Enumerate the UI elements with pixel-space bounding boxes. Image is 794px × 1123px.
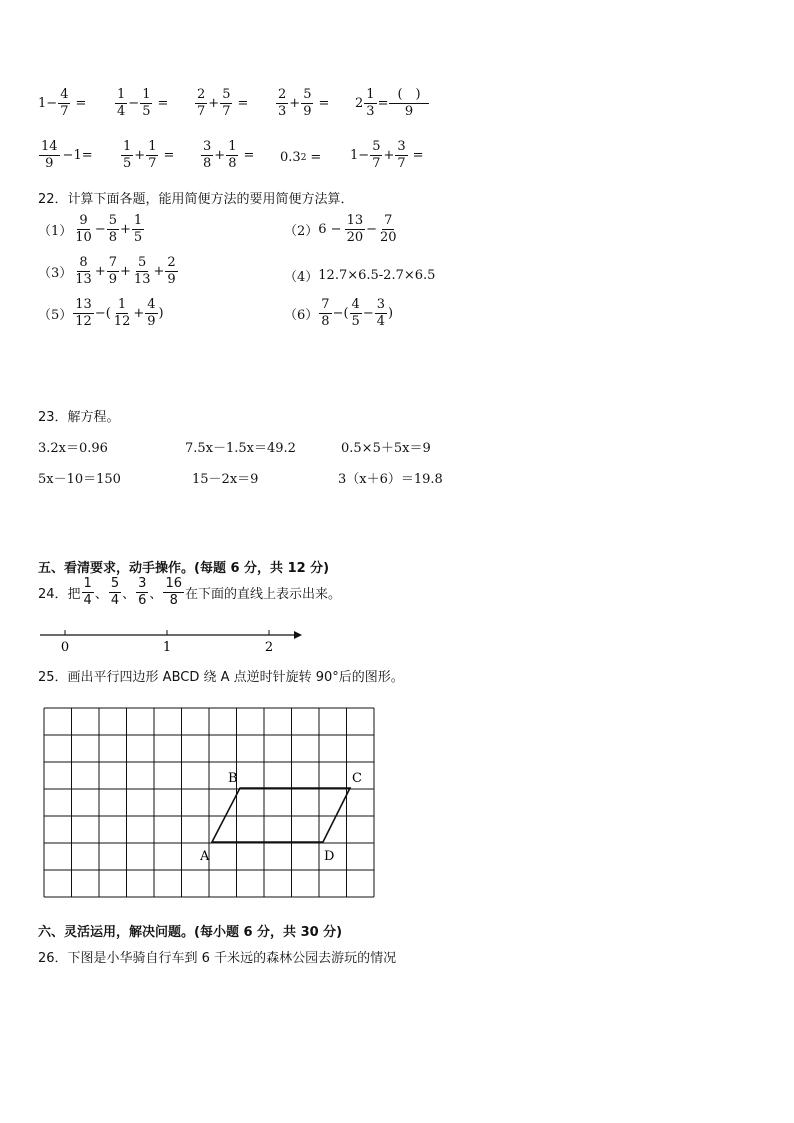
numerator: 13 <box>75 297 92 312</box>
denominator: 4 <box>110 592 120 608</box>
numerator: 7 <box>321 297 330 312</box>
denominator: 3 <box>366 103 375 119</box>
calc-row2-item1 <box>38 140 93 170</box>
calc-row2-item2 <box>120 140 174 170</box>
numerator: 14 <box>41 139 58 154</box>
fraction <box>319 298 331 328</box>
problem-label: （4） <box>284 270 319 285</box>
operator: − <box>358 147 370 163</box>
denominator: 12 <box>75 313 92 329</box>
fraction <box>375 298 387 328</box>
tick-label-2: 2 <box>264 640 274 654</box>
calc-row2-item3 <box>200 140 254 170</box>
separator: 、 <box>122 586 136 602</box>
numerator: 1 <box>123 139 132 154</box>
q22-problem-2 <box>284 214 400 244</box>
equals-sign: = <box>318 95 330 111</box>
arrow-icon <box>294 631 302 639</box>
q22-problem-4 <box>284 266 435 285</box>
numerator: 9 <box>79 213 88 228</box>
fraction <box>58 88 70 118</box>
numerator: 1 <box>228 139 237 154</box>
fraction <box>73 214 94 244</box>
equation-4: 5x－10＝150 <box>38 472 121 487</box>
fraction <box>39 140 60 170</box>
operator: + <box>214 147 226 163</box>
fraction <box>276 88 288 118</box>
equals-sign: = <box>310 150 322 165</box>
numerator: 2 <box>167 255 176 270</box>
denominator: 7 <box>397 155 406 171</box>
calc-row1-item1 <box>38 88 86 118</box>
denominator: 3 <box>278 103 287 119</box>
question-26-title: 26．下图是小华骑自行车到 6 千米远的森林公园去游玩的情况 <box>38 951 397 966</box>
vertex-label-b: B <box>228 771 238 786</box>
operator: + <box>153 263 165 279</box>
fraction <box>145 298 157 328</box>
operator: − <box>362 305 374 321</box>
numerator: 2 <box>197 87 206 102</box>
numerator: 3 <box>203 139 212 154</box>
equals-sign: = <box>157 95 169 111</box>
numerator: 7 <box>108 255 118 270</box>
denominator: 7 <box>197 103 206 119</box>
fraction <box>112 298 133 328</box>
fraction <box>195 88 207 118</box>
vertex-label-d: D <box>324 849 335 864</box>
numerator: 1 <box>117 87 126 102</box>
calc-row1-item4 <box>275 88 329 118</box>
denominator: 7 <box>372 155 381 171</box>
equation-6: 3（x＋6）＝19.8 <box>338 472 443 487</box>
expression-tail: −1= <box>62 147 93 163</box>
fraction <box>163 577 184 607</box>
numerator: 4 <box>147 297 156 312</box>
equation-5: 15－2x＝9 <box>192 472 259 487</box>
equals-sign: = <box>237 95 249 111</box>
denominator: 8 <box>228 155 237 171</box>
operator: −( <box>332 305 349 321</box>
number-line[interactable] <box>36 624 306 654</box>
fraction <box>146 140 158 170</box>
numerator: 3 <box>138 576 147 591</box>
operator: + <box>120 221 131 237</box>
numerator: 4 <box>60 87 69 102</box>
operator: − <box>94 221 106 237</box>
numerator: 5 <box>108 213 118 228</box>
denominator: 9 <box>108 271 118 287</box>
denominator: 7 <box>60 103 69 119</box>
question-suffix: 在下面的直线上表示出来。 <box>184 586 341 602</box>
fraction <box>364 88 376 118</box>
operator: + <box>383 147 395 163</box>
numerator: 2 <box>278 87 287 102</box>
numerator: 1 <box>148 139 157 154</box>
q22-problem-1 <box>38 214 145 244</box>
question-25-title: 25．画出平行四边形 ABCD 绕 A 点逆时针旋转 90°后的图形。 <box>38 670 404 685</box>
numerator: 1 <box>133 213 143 228</box>
operator: −( <box>94 305 111 321</box>
denominator: 8 <box>108 229 118 245</box>
numerator: 3 <box>376 297 385 312</box>
whole-number: 2 <box>355 95 364 111</box>
denominator: 13 <box>133 271 151 287</box>
numerator: 8 <box>79 255 88 270</box>
fraction <box>165 256 177 286</box>
fraction <box>82 577 94 607</box>
operator: + <box>120 263 131 279</box>
whole-number: 1 <box>38 95 47 111</box>
separator: 、 <box>149 586 163 602</box>
leading-term: 6 − <box>318 221 342 237</box>
parallelogram-abcd <box>212 788 350 842</box>
grid-figure[interactable] <box>38 700 386 904</box>
operator: + <box>289 95 301 111</box>
numerator: 16 <box>165 576 182 591</box>
denominator: 8 <box>321 313 330 329</box>
equation-2: 7.5x－1.5x＝49.2 <box>185 441 296 456</box>
denominator: 4 <box>376 313 385 329</box>
equals-sign: = <box>163 147 175 163</box>
fraction <box>370 140 382 170</box>
calc-row1-item2 <box>114 88 168 118</box>
operator: + <box>94 263 106 279</box>
denominator: 7 <box>148 155 157 171</box>
question-24 <box>38 577 341 607</box>
numerator: 5 <box>110 576 120 591</box>
q22-problem-6 <box>284 298 393 328</box>
fraction <box>107 214 119 244</box>
fraction <box>140 88 152 118</box>
calc-row1-item5 <box>355 88 430 118</box>
close-paren: ) <box>158 305 164 321</box>
denominator: 9 <box>404 103 414 119</box>
tick-label-1: 1 <box>162 640 172 654</box>
numerator: 13 <box>346 213 364 228</box>
answer-blank[interactable]: ( ) <box>389 88 428 104</box>
numerator: 4 <box>351 297 360 312</box>
denominator: 5 <box>142 103 151 119</box>
denominator: 9 <box>167 271 176 287</box>
denominator: 4 <box>117 103 126 119</box>
section-5-heading: 五、看清要求，动手操作。(每题 6 分，共 12 分) <box>38 561 330 576</box>
problem-label: （1） <box>38 223 73 239</box>
problem-label: （6） <box>284 307 319 323</box>
fraction <box>226 140 238 170</box>
problem-label: （3） <box>38 265 73 281</box>
fraction <box>115 88 127 118</box>
fraction <box>201 140 213 170</box>
question-prefix: 24．把 <box>38 586 81 602</box>
fraction <box>132 256 153 286</box>
question-23-title: 23．解方程。 <box>38 410 120 425</box>
calc-row1-item3 <box>194 88 248 118</box>
operator: − <box>128 95 140 111</box>
denominator: 9 <box>303 103 312 119</box>
fraction <box>345 214 366 244</box>
denominator: 6 <box>138 592 147 608</box>
problem-label: （5） <box>38 307 73 323</box>
fraction <box>136 577 148 607</box>
equals-sign: = <box>75 95 87 111</box>
denominator: 13 <box>75 271 92 287</box>
numerator: 1 <box>366 87 375 102</box>
numerator: 7 <box>384 213 393 228</box>
problem-label: （2） <box>284 223 319 239</box>
numerator: 5 <box>138 255 147 270</box>
fraction <box>132 214 144 244</box>
q22-problem-3 <box>38 256 179 286</box>
denominator: 8 <box>203 155 212 171</box>
calc-row2-item5 <box>350 140 424 170</box>
base-number: 0.3 <box>280 150 301 165</box>
whole-number: 1 <box>350 147 359 163</box>
grid-lines <box>44 708 374 897</box>
fraction <box>350 298 362 328</box>
tick-label-0: 0 <box>60 640 70 654</box>
denominator: 20 <box>346 229 364 245</box>
q22-problem-5 <box>38 298 164 328</box>
denominator: 5 <box>351 313 360 329</box>
numerator: 1 <box>117 297 127 312</box>
close-paren: ) <box>388 305 394 321</box>
denominator: 8 <box>169 592 178 608</box>
equals-sign: = <box>243 147 255 163</box>
denominator: 12 <box>113 313 131 329</box>
fraction <box>220 88 232 118</box>
operator: + <box>208 95 220 111</box>
equals-sign: = <box>412 147 424 163</box>
numerator: 5 <box>303 87 312 102</box>
expression: 12.7×6.5-2.7×6.5 <box>318 268 436 283</box>
vertex-label-c: C <box>352 771 362 786</box>
denominator: 9 <box>45 155 54 171</box>
fraction <box>395 140 407 170</box>
denominator: 9 <box>147 313 156 329</box>
denominator: 4 <box>83 592 92 608</box>
numerator: 3 <box>397 139 406 154</box>
numerator: 5 <box>222 87 231 102</box>
fraction <box>107 256 119 286</box>
operator: + <box>134 147 146 163</box>
fraction <box>109 577 121 607</box>
fraction <box>301 88 313 118</box>
operator: − <box>366 221 378 237</box>
operator: − <box>46 95 58 111</box>
answer-blank-fraction[interactable] <box>389 88 428 118</box>
separator: 、 <box>94 586 108 602</box>
operator: + <box>133 305 145 321</box>
denominator: 5 <box>133 229 143 245</box>
denominator: 10 <box>75 229 92 245</box>
fraction <box>73 256 94 286</box>
question-22-title: 22．计算下面各题，能用简便方法的要用简便方法算． <box>38 192 354 207</box>
numerator: 1 <box>83 576 92 591</box>
fraction <box>121 140 133 170</box>
equation-1: 3.2x＝0.96 <box>38 441 108 456</box>
numerator: 5 <box>372 139 381 154</box>
section-6-heading: 六、灵活运用，解决问题。(每小题 6 分，共 30 分) <box>38 925 343 940</box>
denominator: 7 <box>222 103 231 119</box>
exponent: 2 <box>300 152 307 163</box>
denominator: 20 <box>380 229 397 245</box>
equals-sign: = <box>377 95 389 111</box>
fraction <box>73 298 94 328</box>
fraction <box>378 214 399 244</box>
equation-3: 0.5×5＋5x＝9 <box>341 441 431 456</box>
vertex-label-a: A <box>200 849 210 864</box>
denominator: 5 <box>123 155 132 171</box>
numerator: 1 <box>142 87 151 102</box>
calc-row2-item4 <box>280 150 321 165</box>
